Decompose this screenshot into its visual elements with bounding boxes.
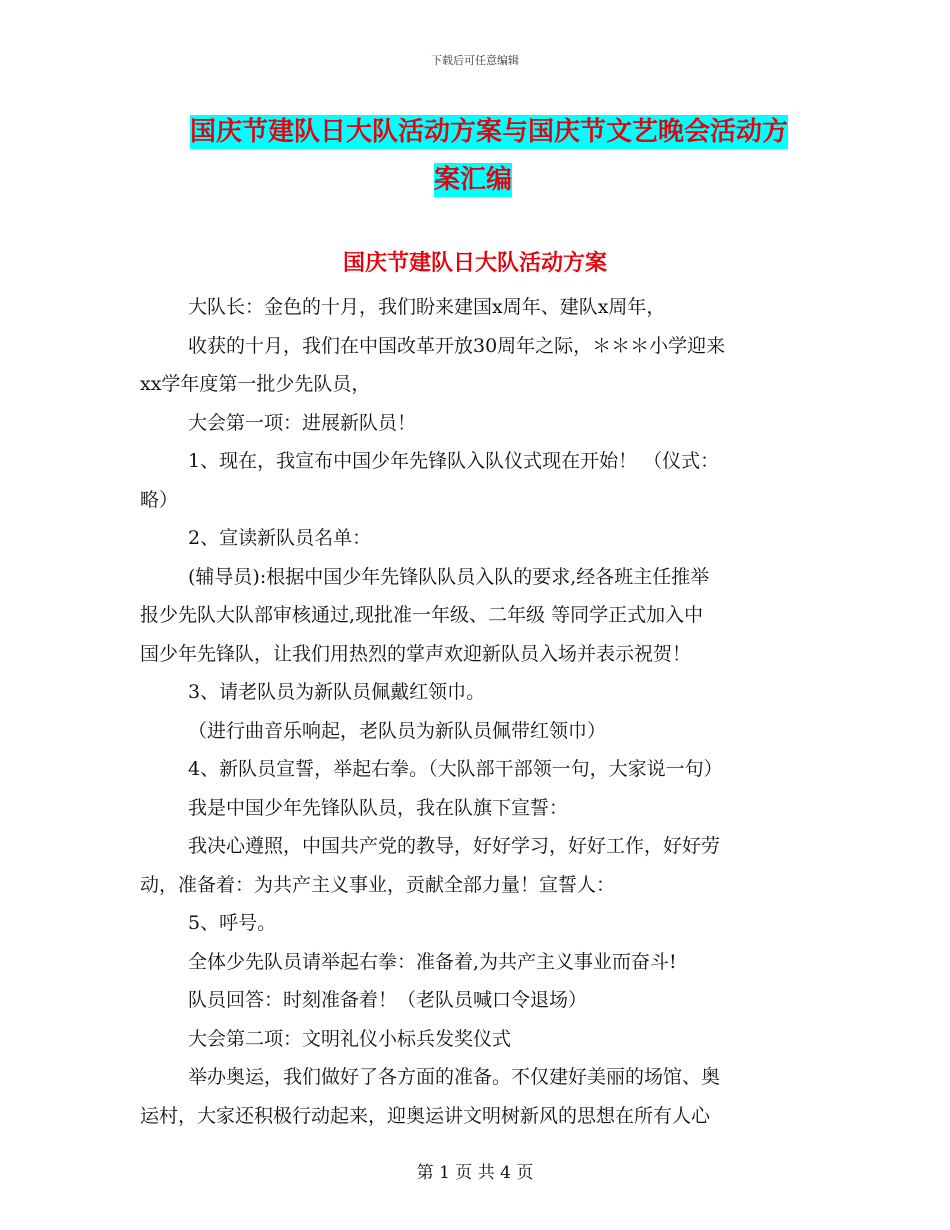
body-line: 全体少先队员请举起右拳：准备着,为共产主义事业而奋斗! xyxy=(188,950,677,973)
body-line: 我是中国少年先锋队队员，我在队旗下宣誓： xyxy=(188,796,569,819)
body-line: 举办奥运，我们做好了各方面的准备。不仅建好美丽的场馆、奥 xyxy=(188,1066,721,1088)
body-line: 报少先队大队部审核通过,现批准一年级、二年级 等同学正式加入中 xyxy=(140,604,704,626)
body-line: 运村，大家还积极行动起来，迎奥运讲文明树新风的思想在所有人心 xyxy=(140,1104,711,1127)
page-header: 下载后可任意编辑 xyxy=(431,54,519,67)
section-title: 国庆节建队日大队活动方案 xyxy=(342,251,607,276)
body-line: 收获的十月，我们在中国改革开放30周年之际，＊＊＊小学迎来 xyxy=(188,334,726,357)
body-line: 5、呼号。 xyxy=(188,912,277,934)
body-line: 我决心遵照，中国共产党的教导，好好学习，好好工作，好好劳 xyxy=(188,835,721,857)
title-line-1: 国庆节建队日大队活动方案与国庆节文艺晚会活动方 xyxy=(190,117,789,147)
body-line: 1、现在，我宣布中国少年先锋队入队仪式现在开始！ （仪式： xyxy=(188,450,720,472)
body-line: 3、请老队员为新队员佩戴红领巾。 xyxy=(188,681,486,703)
body-line: 略） xyxy=(140,488,179,511)
body-line: 4、新队员宣誓，举起右拳。（大队部干部领一句，大家说一句） xyxy=(188,758,723,780)
body-line: 大会第一项：进展新队员！ xyxy=(188,411,417,434)
body-line: 大队长：金色的十月，我们盼来建国x周年、建队x周年， xyxy=(188,296,666,318)
body-line: (辅导员):根据中国少年先锋队队员入队的要求,经各班主任推举 xyxy=(188,565,710,588)
body-line: （进行曲音乐响起，老队员为新队员佩带红领巾） xyxy=(188,719,607,742)
body-line: 动，准备着：为共产主义事业，贡献全部力量！宣誓人： xyxy=(140,873,616,896)
title-line-2: 案汇编 xyxy=(434,165,513,195)
body-line: 2、宣读新队员名单： xyxy=(188,527,372,549)
body-line: 大会第二项：文明礼仪小标兵发奖仪式 xyxy=(188,1027,512,1050)
body-line: xx学年度第一批少先队员， xyxy=(140,373,371,395)
body-line: 国少年先锋队，让我们用热烈的掌声欢迎新队员入场并表示祝贺！ xyxy=(140,642,692,665)
body-line: 队员回答：时刻准备着！（老队员喊口令退场） xyxy=(188,989,588,1011)
page-footer: 第 1 页 共 4 页 xyxy=(416,1163,534,1183)
document-body xyxy=(140,288,810,1135)
document-title xyxy=(0,108,950,204)
